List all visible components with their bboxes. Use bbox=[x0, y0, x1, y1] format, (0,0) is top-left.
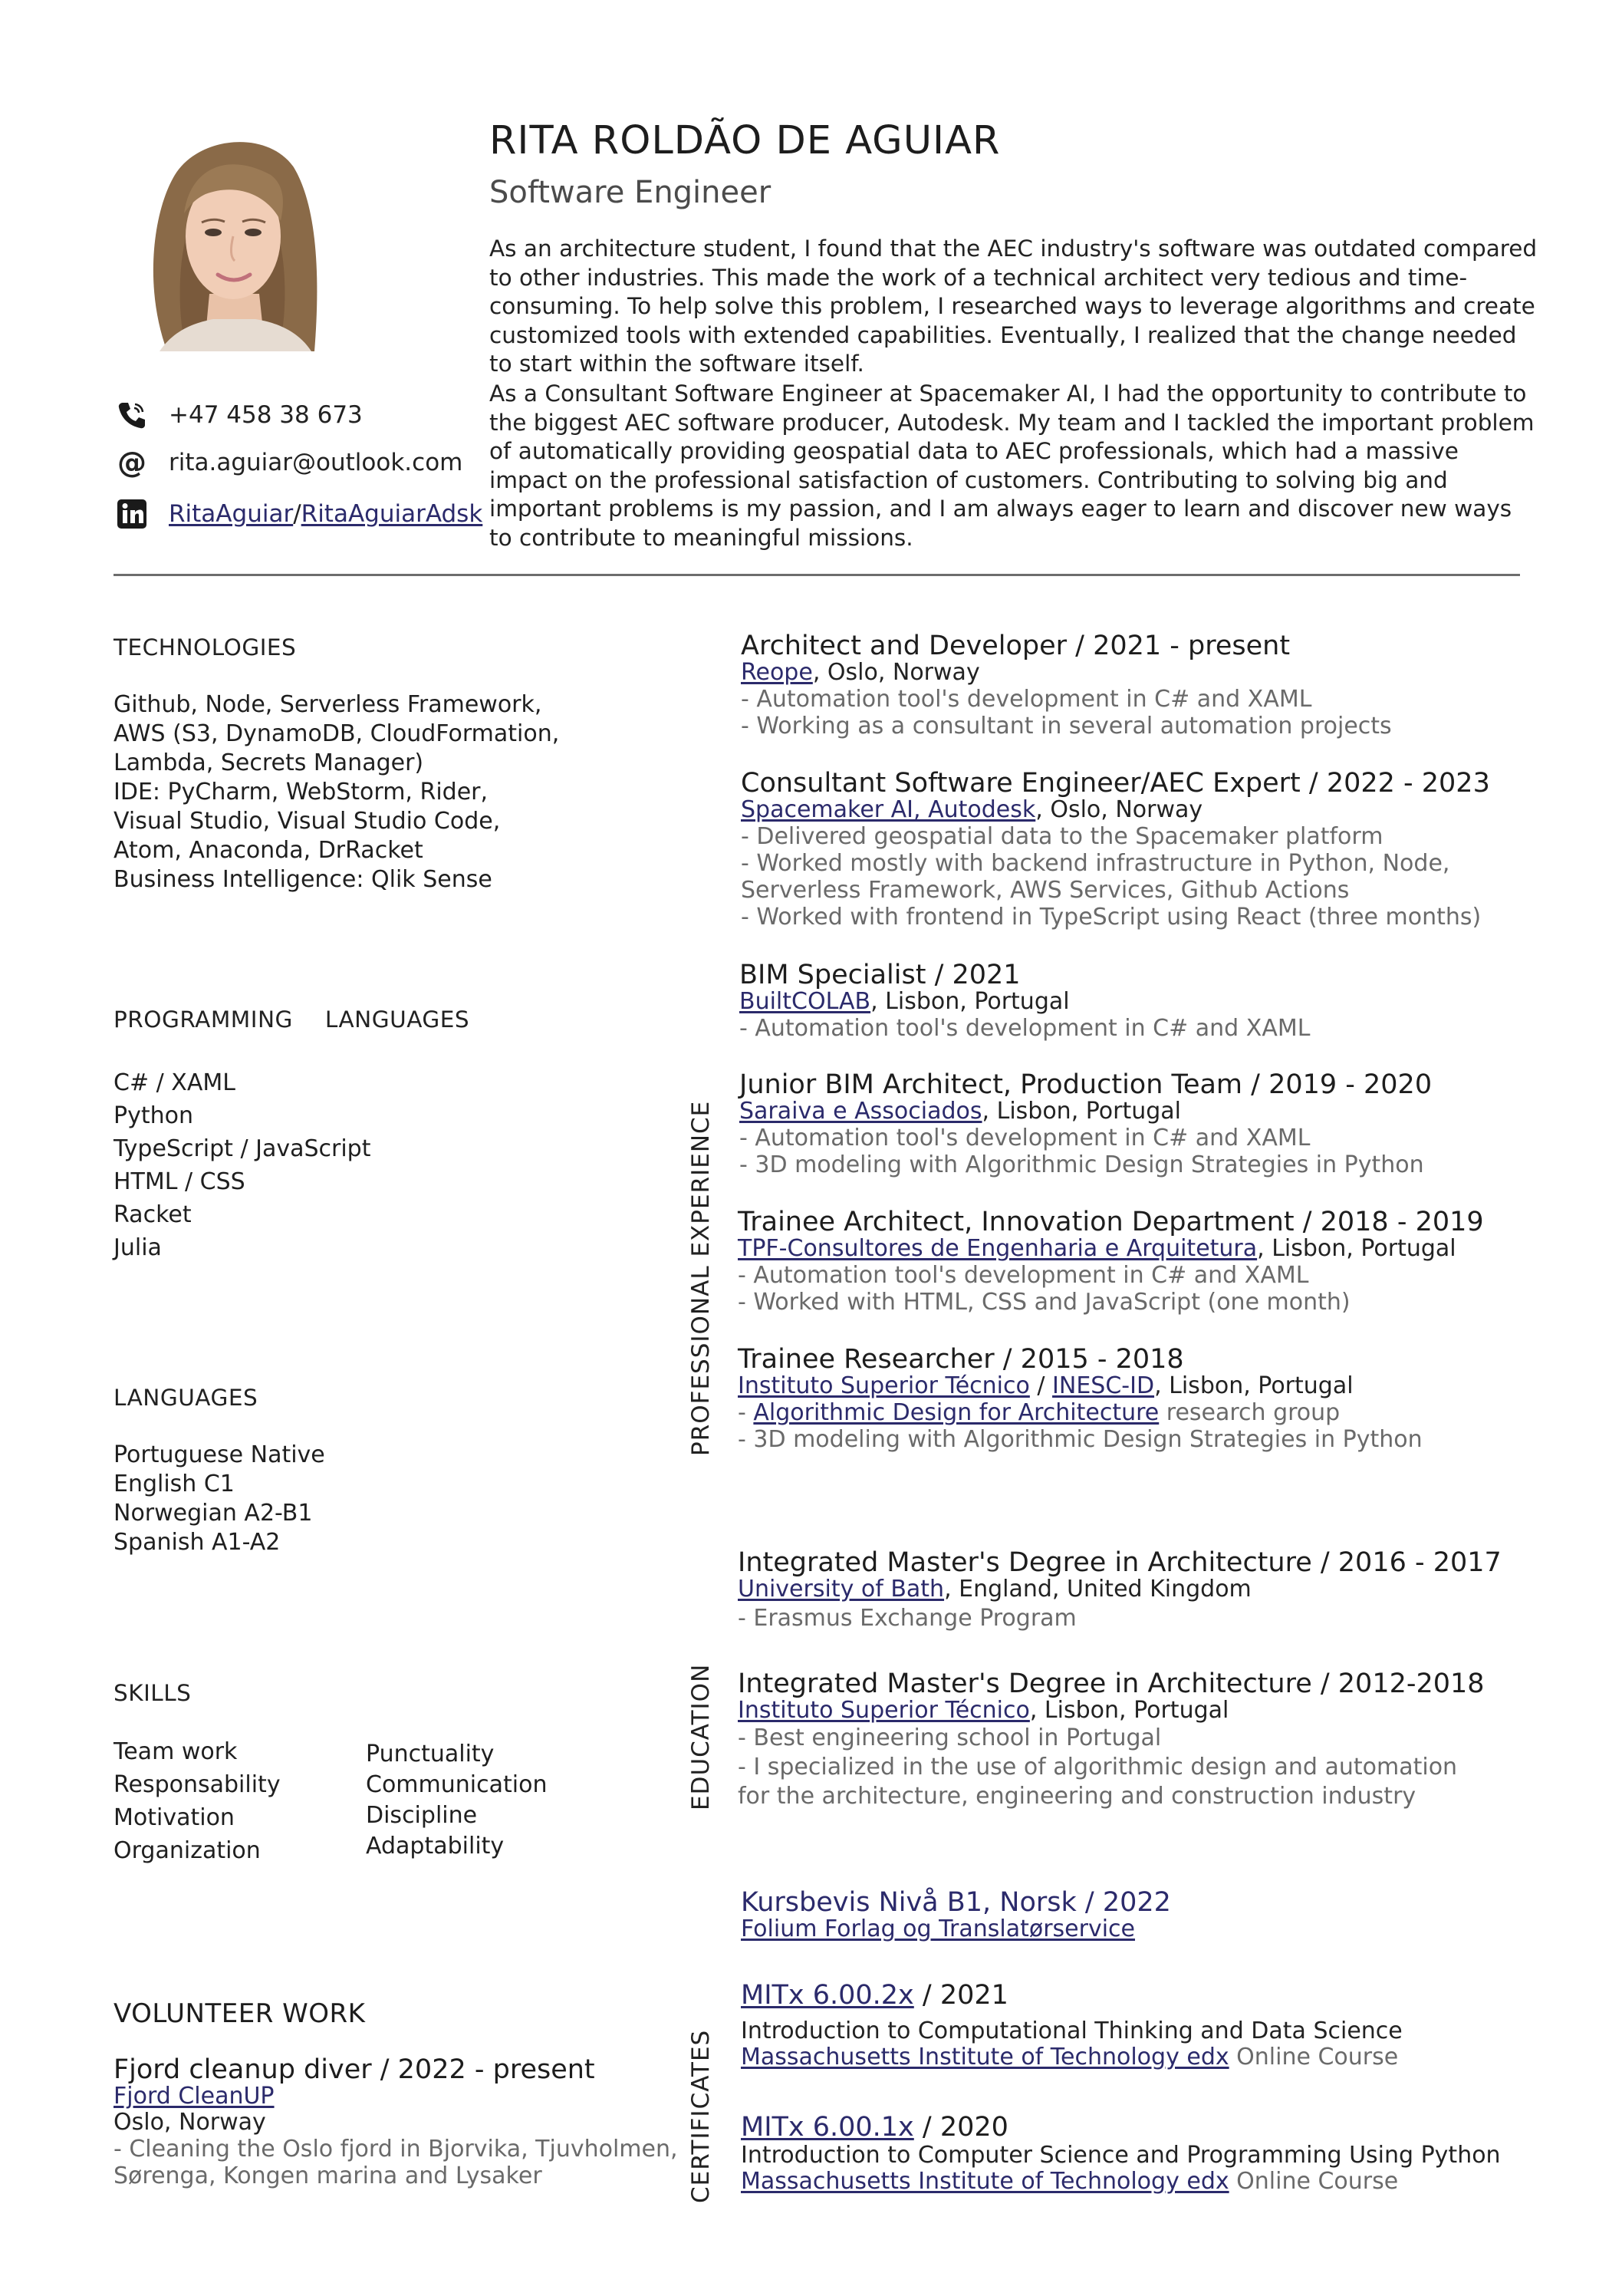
experience-entry bbox=[739, 961, 1310, 1042]
skill-item: Punctuality bbox=[366, 1741, 495, 1767]
email-address: rita.aguiar@outlook.com bbox=[169, 449, 463, 476]
experience-org-link[interactable]: Reope bbox=[741, 659, 813, 686]
programming-item: Julia bbox=[114, 1234, 162, 1261]
languages-list bbox=[114, 1441, 325, 1557]
education-org-link[interactable]: Instituto Superior Técnico bbox=[738, 1697, 1030, 1724]
tech-line: Github, Node, Serverless Framework, bbox=[114, 691, 542, 718]
experience-bullet: - Worked with HTML, CSS and JavaScript (one month) bbox=[738, 1289, 1351, 1316]
experience-entry bbox=[739, 1071, 1432, 1178]
experience-title: Trainee Architect, Innovation Department / 2018 - 2019 bbox=[738, 1207, 1484, 1237]
experience-bullet: - Automation tool's development in C# and XAML bbox=[741, 686, 1312, 713]
certificate-entry bbox=[741, 1889, 1171, 1942]
contact-email bbox=[114, 443, 462, 482]
education-title: Integrated Master's Degree in Architecture / 2016 - 2017 bbox=[738, 1547, 1502, 1578]
volunteer-location: Oslo, Norway bbox=[114, 2109, 266, 2136]
volunteer-heading: VOLUNTEER WORK bbox=[114, 1998, 366, 2029]
languages-heading: LANGUAGES bbox=[114, 1385, 258, 1411]
certificate-code-link[interactable]: MITx 6.00.2x bbox=[741, 1980, 914, 2011]
volunteer-title: Fjord cleanup diver / 2022 - present bbox=[114, 2054, 595, 2085]
tech-line: Business Intelligence: Qlik Sense bbox=[114, 866, 492, 893]
skill-item: Adaptability bbox=[366, 1833, 505, 1860]
certificate-course: Introduction to Computational Thinking and Data Science bbox=[741, 2018, 1403, 2044]
certificate-title: Kursbevis Nivå B1, Norsk / 2022 bbox=[741, 1887, 1171, 1918]
skills-col-1 bbox=[114, 1735, 281, 1867]
certificate-org-link[interactable]: Massachusetts Institute of Technology edx bbox=[741, 2168, 1229, 2195]
experience-org-link[interactable]: TPF-Consultores de Engenharia e Arquitetura bbox=[738, 1235, 1258, 1262]
programming-item: Racket bbox=[114, 1201, 192, 1228]
programming-heading-a: PROGRAMMING bbox=[114, 1006, 293, 1033]
skill-item: Communication bbox=[366, 1771, 548, 1798]
language-item: Spanish A1-A2 bbox=[114, 1529, 281, 1556]
experience-location: , Oslo, Norway bbox=[1035, 796, 1203, 823]
volunteer-org-link[interactable]: Fjord CleanUP bbox=[114, 2083, 275, 2110]
technologies-heading: TECHNOLOGIES bbox=[114, 634, 297, 660]
experience-location: , Lisbon, Portugal bbox=[982, 1098, 1182, 1125]
experience-org-link-2[interactable]: INESC-ID bbox=[1052, 1372, 1155, 1399]
education-title: Integrated Master's Degree in Architecture / 2012-2018 bbox=[738, 1668, 1485, 1699]
linkedin-link-2[interactable]: RitaAguiarAdsk bbox=[301, 500, 483, 528]
education-location: , England, United Kingdom bbox=[944, 1576, 1252, 1603]
bio-paragraph-2: As a Consultant Software Engineer at Spacemaker AI, I had the opportunity to contribute to the biggest AEC software producer, Autodesk. My team and I tackled the important problem of automatically providing geospatial data to AEC professionals, which had a massive impact on the professional satisfaction of customers. Contributing to solving big and important problems is my passion, and I am always eager to learn and discover new ways to contribute to meaningful missions. bbox=[489, 380, 1535, 551]
education-bullet: - Erasmus Exchange Program bbox=[738, 1605, 1077, 1632]
bullet-prefix: - bbox=[738, 1399, 754, 1426]
certificate-mode: Online Course bbox=[1229, 2044, 1399, 2070]
phone-number: +47 458 38 673 bbox=[169, 401, 363, 429]
experience-entry bbox=[738, 1346, 1423, 1453]
skill-item: Discipline bbox=[366, 1802, 478, 1829]
tech-line: IDE: PyCharm, WebStorm, Rider, bbox=[114, 779, 489, 805]
experience-entry bbox=[741, 632, 1392, 740]
volunteer-desc: Sørenga, Kongen marina and Lysaker bbox=[114, 2163, 542, 2189]
certificate-org-link[interactable]: Massachusetts Institute of Technology edx bbox=[741, 2044, 1229, 2070]
experience-entry bbox=[738, 1208, 1484, 1316]
header-divider bbox=[114, 574, 1520, 576]
skill-item: Responsability bbox=[114, 1771, 281, 1798]
at-icon: @ bbox=[117, 446, 146, 479]
experience-title: Junior BIM Architect, Production Team / 2019 - 2020 bbox=[739, 1069, 1433, 1100]
education-bullet: - I specialized in the use of algorithmic design and automation bbox=[738, 1754, 1458, 1780]
phone-icon bbox=[114, 397, 150, 433]
programming-item: TypeScript / JavaScript bbox=[114, 1135, 371, 1162]
experience-org-link[interactable]: BuiltCOLAB bbox=[739, 988, 871, 1015]
job-title: Software Engineer bbox=[489, 175, 772, 210]
bullet-suffix: research group bbox=[1159, 1399, 1341, 1426]
linkedin-separator: / bbox=[293, 500, 301, 528]
certificate-entry bbox=[741, 2113, 1501, 2195]
experience-org-link[interactable]: Instituto Superior Técnico bbox=[738, 1372, 1030, 1399]
experience-location: , Lisbon, Portugal bbox=[1154, 1372, 1354, 1399]
certificate-code-link[interactable]: MITx 6.00.1x bbox=[741, 2112, 914, 2143]
volunteer-desc: - Cleaning the Oslo fjord in Bjorvika, Tjuvholmen, bbox=[114, 2136, 678, 2163]
education-bullet: - Best engineering school in Portugal bbox=[738, 1724, 1162, 1751]
skill-item: Organization bbox=[114, 1837, 261, 1864]
programming-item: C# / XAML bbox=[114, 1069, 235, 1096]
experience-title: Architect and Developer / 2021 - present bbox=[741, 631, 1291, 661]
skills-heading: SKILLS bbox=[114, 1680, 192, 1706]
skill-item: Team work bbox=[114, 1738, 238, 1765]
experience-bullet: - Automation tool's development in C# and XAML bbox=[739, 1015, 1311, 1042]
section-label-experience: PROFESSIONAL EXPERIENCE bbox=[687, 1100, 715, 1456]
experience-org-link[interactable]: Saraiva e Associados bbox=[739, 1098, 982, 1125]
programming-heading-b: LANGUAGES bbox=[324, 1006, 470, 1033]
experience-location: , Lisbon, Portugal bbox=[1257, 1235, 1456, 1262]
person-name: RITA ROLDÃO DE AGUIAR bbox=[489, 118, 1001, 163]
certificate-org-link[interactable]: Folium Forlag og Translatørservice bbox=[741, 1916, 1135, 1942]
language-item: English C1 bbox=[114, 1471, 235, 1497]
certificate-year: / 2021 bbox=[913, 1980, 1008, 2011]
certificate-course: Introduction to Computer Science and Programming Using Python bbox=[741, 2142, 1501, 2169]
experience-bullet: - Working as a consultant in several automation projects bbox=[741, 713, 1392, 740]
section-label-certificates: CERTIFICATES bbox=[687, 2029, 715, 2203]
profile-photo bbox=[114, 121, 348, 351]
experience-bullet: Serverless Framework, AWS Services, Github Actions bbox=[741, 877, 1350, 904]
experience-org-link[interactable]: Spacemaker AI, Autodesk bbox=[741, 796, 1036, 823]
certificate-mode: Online Course bbox=[1229, 2168, 1399, 2195]
education-entry bbox=[738, 1549, 1502, 1632]
experience-bullet: - Automation tool's development in C# and XAML bbox=[739, 1125, 1311, 1151]
experience-bullet: - Worked with frontend in TypeScript using React (three months) bbox=[741, 904, 1482, 931]
contact-phone bbox=[114, 396, 363, 434]
experience-bullet: - 3D modeling with Algorithmic Design Strategies in Python bbox=[738, 1426, 1423, 1453]
certificate-entry bbox=[741, 1981, 1403, 2070]
language-item: Norwegian A2-B1 bbox=[114, 1500, 313, 1527]
skills-col-2 bbox=[366, 1739, 547, 1862]
experience-bullet: - Automation tool's development in C# and XAML bbox=[738, 1262, 1309, 1289]
section-label-education: EDUCATION bbox=[687, 1663, 715, 1810]
experience-title: Consultant Software Engineer/AEC Expert / 2022 - 2023 bbox=[741, 768, 1490, 799]
education-location: , Lisbon, Portugal bbox=[1029, 1697, 1229, 1724]
experience-org-separator: / bbox=[1029, 1372, 1053, 1399]
volunteer-entry bbox=[114, 2054, 678, 2189]
linkedin-icon bbox=[114, 496, 150, 532]
research-group-link[interactable]: Algorithmic Design for Architecture bbox=[753, 1399, 1160, 1426]
programming-heading bbox=[114, 1006, 469, 1033]
technologies-list bbox=[114, 690, 559, 894]
education-org-link[interactable]: University of Bath bbox=[738, 1576, 945, 1603]
linkedin-link-1[interactable]: RitaAguiar bbox=[169, 500, 294, 528]
skill-item: Motivation bbox=[114, 1804, 235, 1831]
tech-line: Atom, Anaconda, DrRacket bbox=[114, 837, 423, 864]
tech-line: Lambda, Secrets Manager) bbox=[114, 749, 424, 776]
experience-bullet: - Worked mostly with backend infrastructure in Python, Node, bbox=[741, 850, 1450, 877]
programming-item: HTML / CSS bbox=[114, 1168, 245, 1195]
contact-linkedin bbox=[114, 495, 482, 533]
programming-item: Python bbox=[114, 1102, 193, 1129]
bio-paragraph-1: As an architecture student, I found that the AEC industry's software was outdated compared to other industries. This made the work of a technical architect very tedious and time-consuming. To help solve this problem, I researched ways to leverage algorithms and create customized tools with extended capabilities. Eventually, I realized that the change needed to start within the software itself. bbox=[489, 236, 1538, 377]
certificate-year: / 2020 bbox=[913, 2112, 1008, 2143]
programming-list bbox=[114, 1066, 370, 1264]
experience-bullet: - 3D modeling with Algorithmic Design Strategies in Python bbox=[739, 1151, 1424, 1178]
tech-line: Visual Studio, Visual Studio Code, bbox=[114, 808, 501, 835]
experience-location: , Oslo, Norway bbox=[812, 659, 980, 686]
experience-bullet: - Delivered geospatial data to the Spacemaker platform bbox=[741, 823, 1383, 850]
experience-location: , Lisbon, Portugal bbox=[870, 988, 1070, 1015]
experience-entry bbox=[741, 769, 1490, 931]
experience-title: BIM Specialist / 2021 bbox=[739, 960, 1021, 990]
tech-line: AWS (S3, DynamoDB, CloudFormation, bbox=[114, 720, 560, 747]
language-item: Portuguese Native bbox=[114, 1441, 325, 1468]
education-bullet: for the architecture, engineering and construction industry bbox=[738, 1783, 1416, 1810]
experience-title: Trainee Researcher / 2015 - 2018 bbox=[738, 1344, 1184, 1375]
education-entry bbox=[738, 1670, 1485, 1811]
